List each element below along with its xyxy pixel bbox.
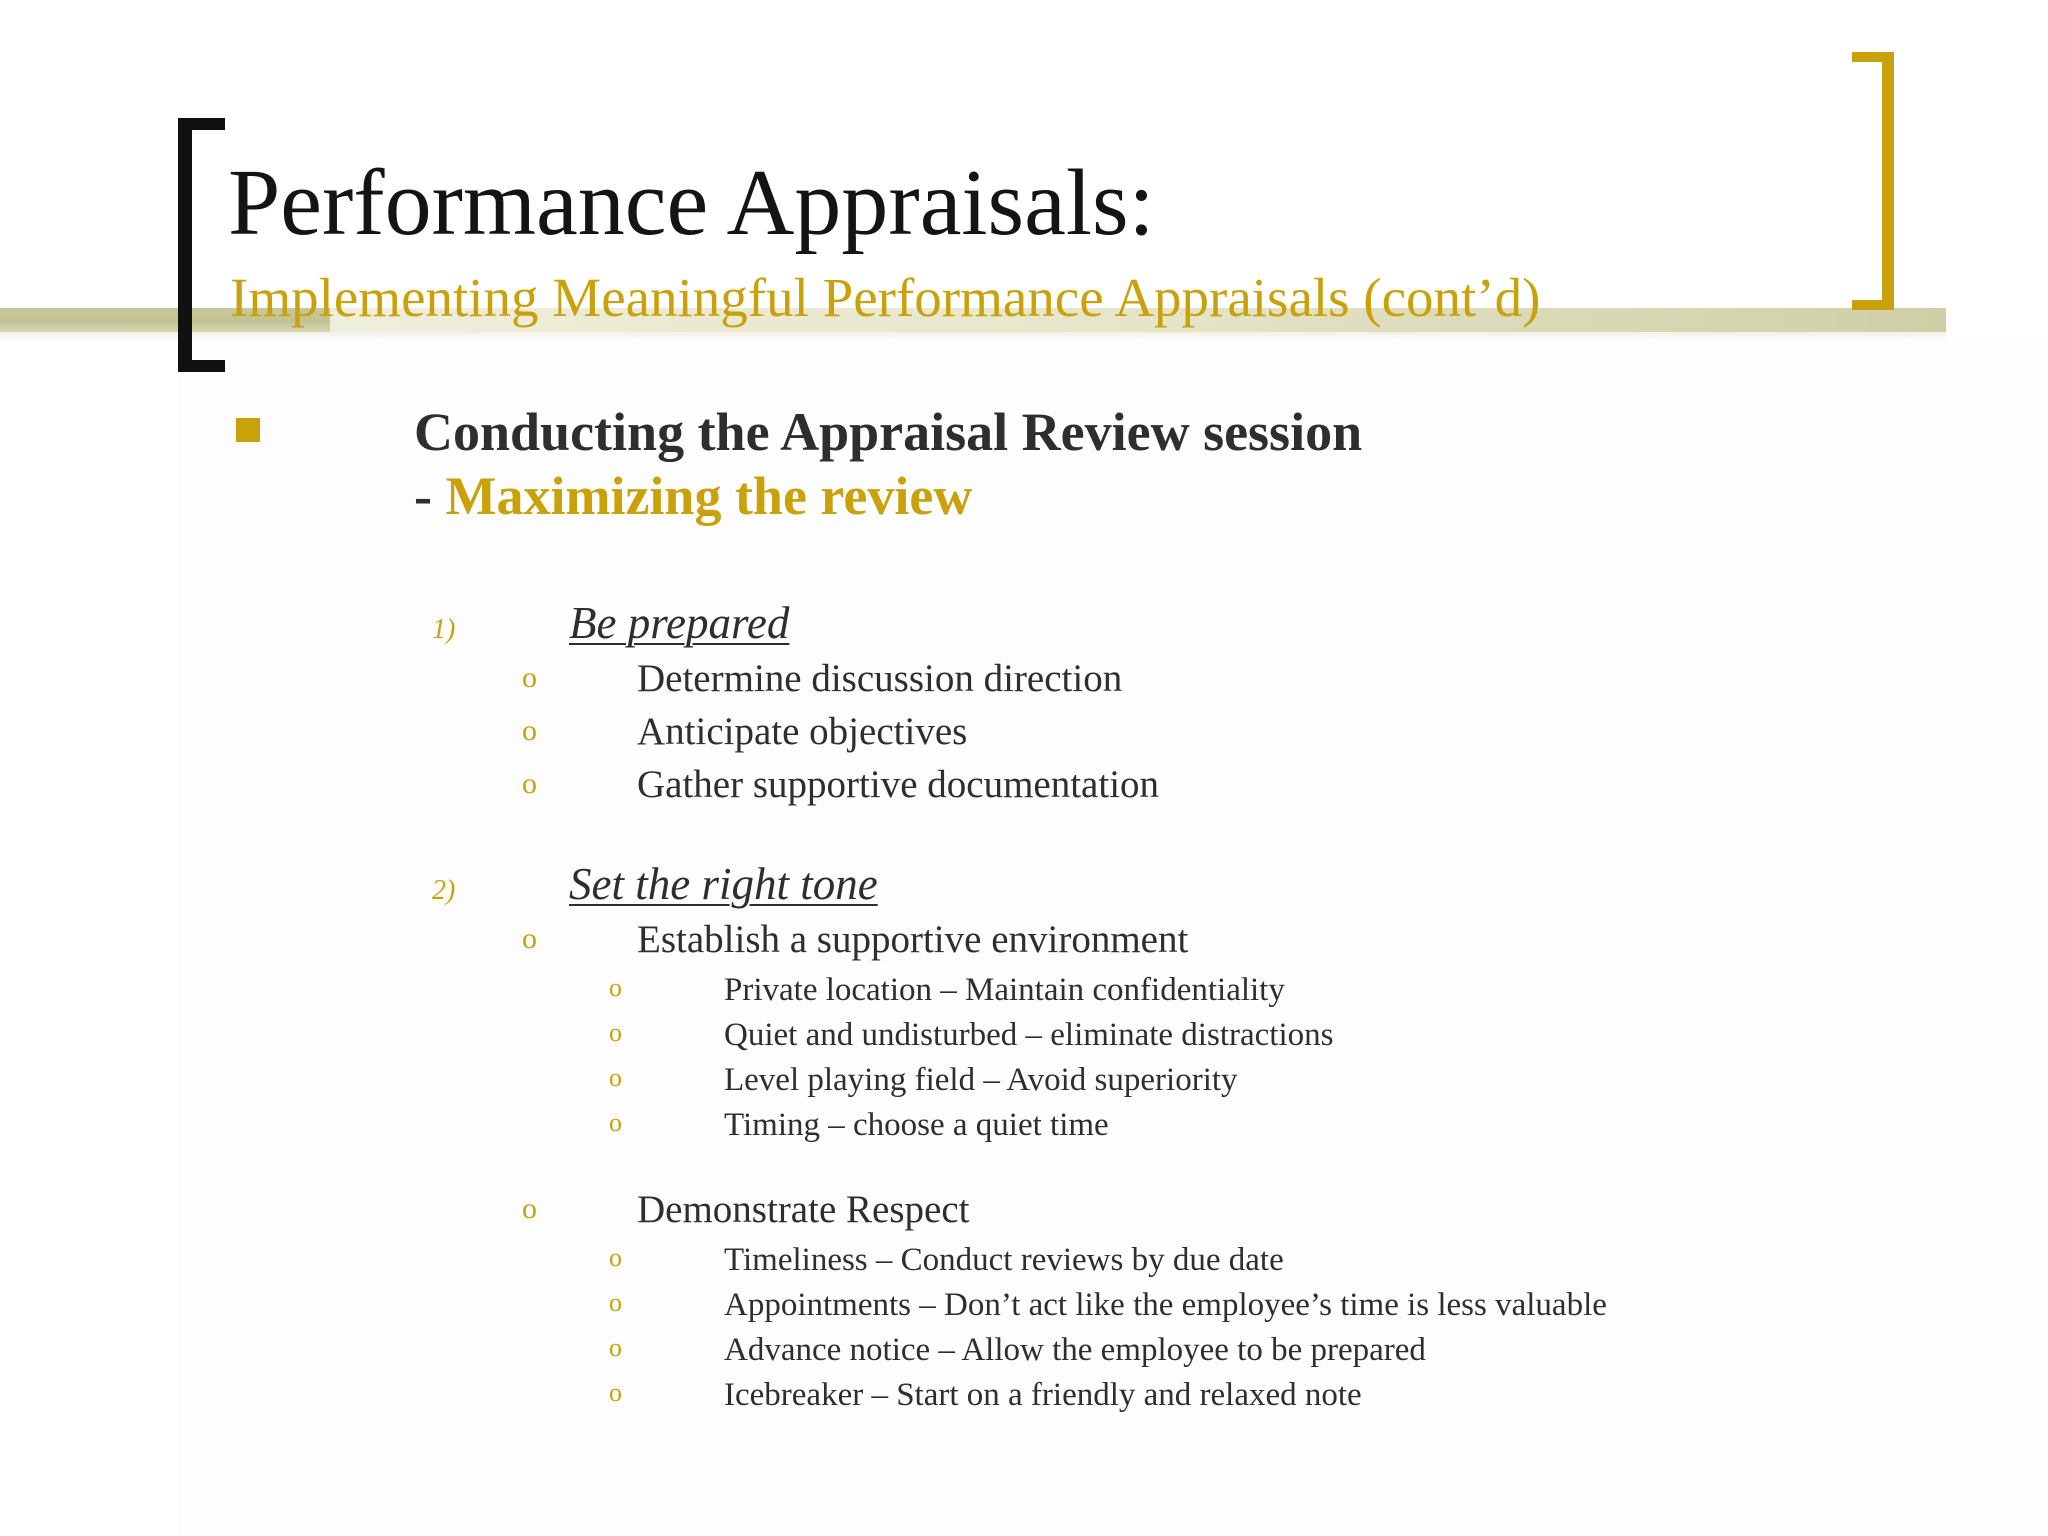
right-bracket-decoration <box>1882 52 1894 310</box>
sub-list-item: Quiet and undisturbed – eliminate distractions <box>724 1017 1334 1053</box>
bullet-marker: o <box>522 661 537 694</box>
sub-bullet-marker: o <box>609 973 622 1002</box>
square-bullet-icon <box>236 418 260 442</box>
section-subheading <box>414 464 972 528</box>
sub-bullet-marker: o <box>609 1333 622 1362</box>
title-underline-band-shadow <box>0 332 1946 342</box>
left-bracket-top-serif <box>178 118 225 130</box>
right-bracket-top-serif <box>1852 52 1894 62</box>
slide-title: Performance Appraisals: <box>228 151 1155 255</box>
sub-bullet-marker: o <box>609 1378 622 1407</box>
section-number: 2) <box>432 875 456 906</box>
section-heading: Conducting the Appraisal Review session <box>414 402 1363 462</box>
left-bracket-decoration <box>178 118 192 372</box>
sub-bullet-marker: o <box>609 1063 622 1092</box>
sub-bullet-marker: o <box>609 1018 622 1047</box>
subheading-prefix: - <box>414 466 446 526</box>
sub-list-item: Timeliness – Conduct reviews by due date <box>724 1242 1284 1278</box>
section-number: 1) <box>432 614 456 645</box>
right-bracket-bottom-serif <box>1852 300 1894 310</box>
list-item: Establish a supportive environment <box>637 918 1189 961</box>
sub-bullet-marker: o <box>609 1108 622 1137</box>
bullet-marker: o <box>522 1192 537 1225</box>
sub-bullet-marker: o <box>609 1288 622 1317</box>
sub-list-item: Icebreaker – Start on a friendly and relaxed note <box>724 1377 1362 1413</box>
sub-bullet-marker: o <box>609 1243 622 1272</box>
sub-list-item: Advance notice – Allow the employee to be prepared <box>724 1332 1426 1368</box>
left-bracket-bottom-serif <box>178 360 225 372</box>
list-item: Demonstrate Respect <box>637 1188 970 1231</box>
bullet-marker: o <box>522 714 537 747</box>
list-item: Determine discussion direction <box>637 657 1123 700</box>
bullet-marker: o <box>522 922 537 955</box>
subheading-accent: Maximizing the review <box>445 466 973 526</box>
list-item: Anticipate objectives <box>637 710 968 753</box>
sub-list-item: Appointments – Don’t act like the employee’s time is less valuable <box>724 1287 1607 1323</box>
sub-list-item: Private location – Maintain confidentiality <box>724 972 1285 1008</box>
list-item: Gather supportive documentation <box>637 763 1160 806</box>
section-title: Be prepared <box>569 598 790 648</box>
sub-list-item: Timing – choose a quiet time <box>724 1107 1109 1143</box>
bullet-marker: o <box>522 767 537 800</box>
sub-list-item: Level playing field – Avoid superiority <box>724 1062 1238 1098</box>
section-title: Set the right tone <box>569 859 878 909</box>
slide-subtitle: Implementing Meaningful Performance Appraisals (cont’d) <box>230 267 1541 328</box>
